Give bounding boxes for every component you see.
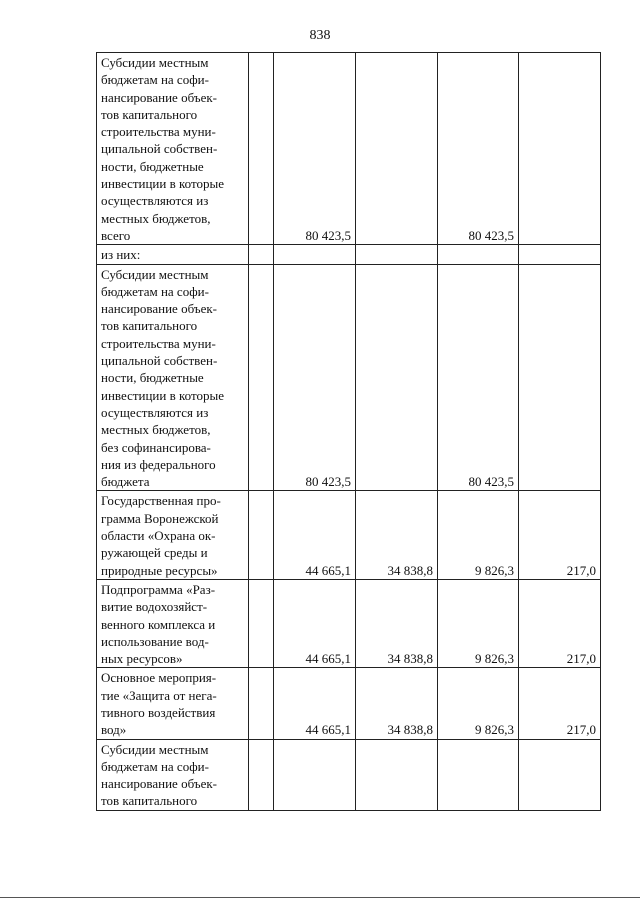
- item-name-line: осуществляются из: [101, 404, 209, 420]
- cell-item-name: [97, 53, 249, 245]
- cell-total: 44 665,1: [274, 579, 356, 667]
- item-name-line: без софинансирова-: [101, 439, 211, 455]
- cell-regional: 9 826,3: [438, 668, 519, 739]
- cell-federal: 34 838,8: [356, 668, 438, 739]
- cell-federal: 34 838,8: [356, 491, 438, 579]
- item-name-line: витие водохозяйст-: [101, 599, 208, 615]
- cell-local: 217,0: [519, 491, 601, 579]
- table-row: [97, 579, 601, 667]
- item-name-line: тов капитального: [101, 793, 198, 809]
- cell-local: [519, 264, 601, 491]
- budget-table: [96, 52, 601, 811]
- item-name-line: Основное мероприя-: [101, 670, 217, 686]
- item-name-line: нансирование объек-: [101, 301, 218, 317]
- item-name-line: тов капитального: [101, 318, 198, 334]
- cell-total: 44 665,1: [274, 668, 356, 739]
- cell-col-b: [249, 739, 274, 810]
- item-name-line: осуществляются из: [101, 193, 209, 209]
- item-name-line: Государственная про-: [101, 493, 221, 509]
- cell-federal: [356, 245, 438, 264]
- cell-total: [274, 739, 356, 810]
- item-name-line: Субсидии местным: [101, 741, 209, 757]
- item-name-line: природные ресурсы»: [101, 562, 218, 578]
- item-name-line: тов капитального: [101, 106, 198, 122]
- cell-item-name: [97, 264, 249, 491]
- item-name-line: тие «Защита от нега-: [101, 687, 217, 703]
- cell-item-name: [97, 245, 249, 264]
- cell-regional: 80 423,5: [438, 53, 519, 245]
- item-name-line: ружающей среды и: [101, 545, 208, 561]
- item-name-line: использование вод-: [101, 633, 209, 649]
- cell-col-b: [249, 579, 274, 667]
- item-name-line: инвестиции в которые: [101, 176, 224, 192]
- cell-regional: 80 423,5: [438, 264, 519, 491]
- item-name-line: Подпрограмма «Раз-: [101, 581, 216, 597]
- cell-local: 217,0: [519, 668, 601, 739]
- cell-federal: [356, 739, 438, 810]
- table-row: [97, 739, 601, 810]
- cell-col-b: [249, 264, 274, 491]
- item-name-line: строительства муни-: [101, 335, 216, 351]
- item-name-line: всего: [101, 227, 131, 243]
- item-name-line: Субсидии местным: [101, 266, 209, 282]
- item-name-line: местных бюджетов,: [101, 210, 211, 226]
- item-name-line: бюджетам на софи-: [101, 72, 209, 88]
- cell-col-b: [249, 53, 274, 245]
- cell-item-name: [97, 739, 249, 810]
- item-name-line: из них:: [101, 247, 141, 263]
- table-row: [97, 245, 601, 264]
- cell-regional: [438, 739, 519, 810]
- page-number: 838: [309, 28, 331, 43]
- item-name-line: ности, бюджетные: [101, 158, 204, 174]
- item-name-line: строительства муни-: [101, 124, 216, 140]
- cell-federal: [356, 53, 438, 245]
- item-name-line: вод»: [101, 722, 127, 738]
- cell-total: [274, 245, 356, 264]
- table-row: [97, 264, 601, 491]
- cell-col-b: [249, 245, 274, 264]
- item-name-line: бюджета: [101, 474, 150, 490]
- cell-total: 44 665,1: [274, 491, 356, 579]
- item-name-line: ности, бюджетные: [101, 370, 204, 386]
- cell-regional: 9 826,3: [438, 579, 519, 667]
- cell-col-b: [249, 491, 274, 579]
- item-name-line: бюджетам на софи-: [101, 758, 209, 774]
- cell-col-b: [249, 668, 274, 739]
- item-name-line: Субсидии местным: [101, 55, 209, 70]
- item-name-line: тивного воздействия: [101, 704, 216, 720]
- item-name-line: грамма Воронежской: [101, 510, 219, 526]
- budget-table-body: [97, 53, 601, 811]
- cell-local: [519, 53, 601, 245]
- item-name-line: ния из федерального: [101, 456, 216, 472]
- cell-item-name: [97, 668, 249, 739]
- cell-federal: [356, 264, 438, 491]
- item-name-line: местных бюджетов,: [101, 422, 211, 438]
- table-row: [97, 668, 601, 739]
- item-name-line: инвестиции в которые: [101, 387, 224, 403]
- cell-local: [519, 245, 601, 264]
- item-name-line: венного комплекса и: [101, 616, 216, 632]
- cell-regional: 9 826,3: [438, 491, 519, 579]
- cell-local: 217,0: [519, 579, 601, 667]
- item-name-line: бюджетам на софи-: [101, 283, 209, 299]
- cell-regional: [438, 245, 519, 264]
- cell-item-name: [97, 491, 249, 579]
- item-name-line: ципальной собствен-: [101, 141, 218, 157]
- item-name-line: области «Охрана ок-: [101, 528, 216, 544]
- table-row: [97, 491, 601, 579]
- item-name-line: нансирование объек-: [101, 89, 218, 105]
- page-bottom-rule: [0, 897, 640, 898]
- cell-item-name: [97, 579, 249, 667]
- table-row: [97, 53, 601, 245]
- item-name-line: ципальной собствен-: [101, 353, 218, 369]
- item-name-line: ных ресурсов»: [101, 651, 183, 667]
- cell-total: 80 423,5: [274, 264, 356, 491]
- item-name-line: нансирование объек-: [101, 776, 218, 792]
- cell-local: [519, 739, 601, 810]
- cell-federal: 34 838,8: [356, 579, 438, 667]
- cell-total: 80 423,5: [274, 53, 356, 245]
